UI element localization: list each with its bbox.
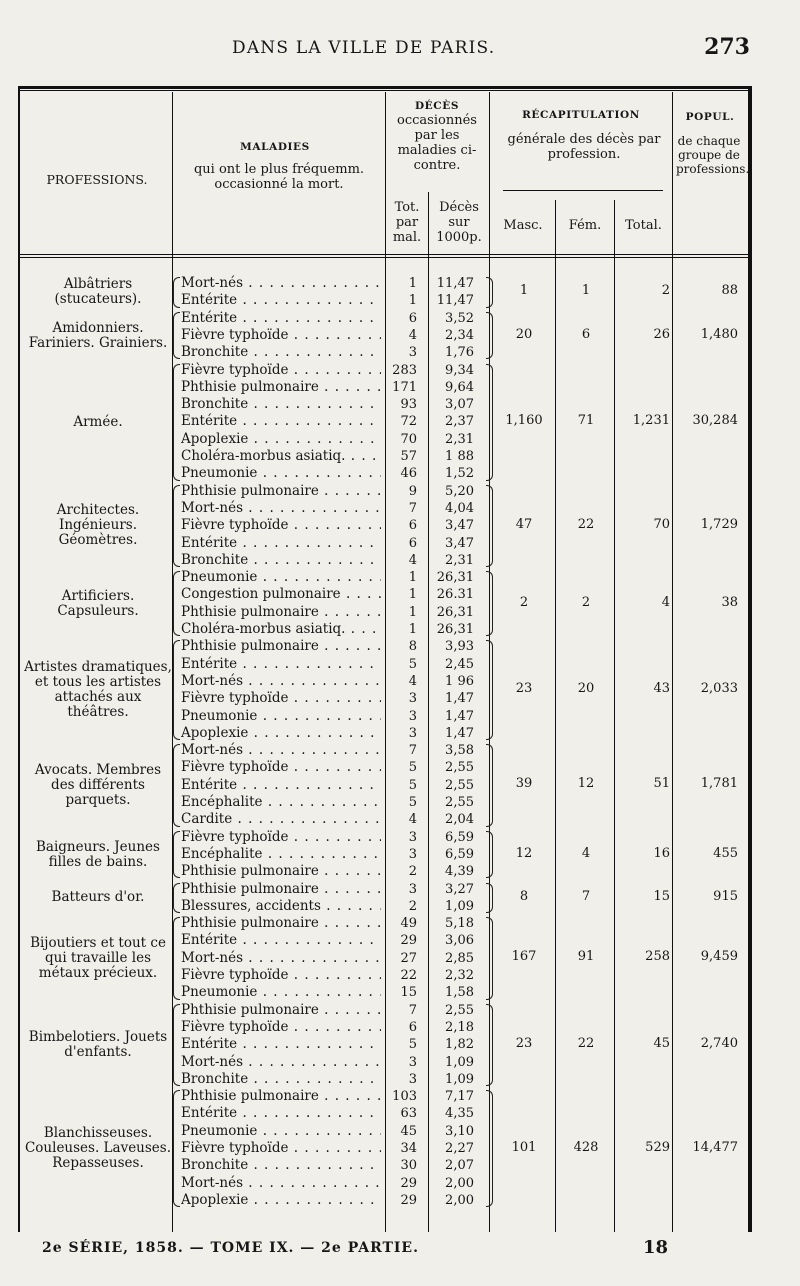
running-title: DANS LA VILLE DE PARIS. [232, 38, 496, 58]
disease-name: Encéphalite . . . [181, 846, 381, 863]
header-total: Total. [625, 218, 662, 233]
disease-rate: 1 88 [445, 449, 474, 464]
disease-total: 1 [408, 276, 417, 291]
profession-cell: Amidonniers. Fariniers. Grainiers. [28, 319, 168, 351]
disease-total: 1 [408, 293, 417, 309]
disease-rate: 1,58 [445, 985, 474, 1001]
recap-masc: 1,160 [505, 413, 543, 429]
disease-row [0, 1019, 800, 1036]
table-frame-double-rule [18, 90, 752, 91]
population: 88 [721, 283, 738, 299]
disease-row [0, 1157, 800, 1174]
disease-row [0, 1002, 800, 1019]
recap-total: 2 [661, 283, 670, 299]
disease-row [0, 794, 800, 811]
disease-total: 30 [400, 1158, 417, 1174]
disease-name: Pneumonie . . . [181, 984, 381, 1001]
disease-total: 171 [392, 379, 417, 395]
disease-rate: 1 96 [445, 673, 474, 689]
disease-name: Entérite . . . [181, 535, 381, 552]
disease-name: Entérite . . . [181, 777, 381, 794]
disease-total: 6 [408, 518, 417, 534]
disease-rate: 26,31 [436, 604, 474, 620]
disease-row [0, 535, 800, 552]
disease-rate: 11,47 [436, 276, 474, 291]
population: 1,729 [700, 516, 738, 532]
page-footer [0, 1237, 800, 1264]
recap-total: 529 [645, 1139, 670, 1155]
population: 2,740 [700, 1035, 738, 1051]
disease-total: 1 [408, 604, 417, 620]
disease-name: Entérite . . . [181, 292, 381, 309]
disease-rate: 4,39 [445, 864, 474, 880]
disease-row [0, 1071, 800, 1088]
disease-total: 1 [408, 622, 417, 637]
disease-rate: 1,09 [445, 1054, 474, 1070]
disease-rate: 1,76 [445, 345, 474, 361]
disease-rate: 3,47 [445, 518, 474, 534]
disease-total: 8 [408, 639, 417, 655]
recap-masc: 2 [519, 594, 529, 610]
disease-rate: 2,34 [445, 327, 474, 343]
disease-rate: 2,07 [445, 1158, 474, 1174]
disease-total: 6 [408, 535, 417, 551]
disease-total: 9 [408, 483, 417, 499]
population: 455 [713, 845, 738, 861]
disease-total: 93 [400, 397, 417, 413]
disease-total: 3 [408, 691, 417, 707]
profession-cell: Batteurs d'or. [51, 889, 145, 906]
disease-name: Phthisie pulmonaire . . . [181, 379, 381, 396]
recap-masc: 20 [515, 326, 533, 342]
disease-total: 2 [408, 898, 417, 914]
footer-series: 2e SÉRIE, 1858. — TOME IX. — 2e PARTIE. [42, 1240, 419, 1256]
header-masc: Masc. [503, 218, 543, 233]
disease-row [0, 310, 800, 327]
disease-rate: 2,31 [445, 552, 474, 568]
disease-total: 4 [408, 327, 417, 343]
recap-total: 70 [653, 516, 670, 532]
disease-name: Entérite . . . [181, 656, 381, 673]
disease-name: Pneumonie . . . [181, 708, 381, 725]
disease-total: 34 [400, 1141, 417, 1156]
footer-signature: 18 [643, 1237, 669, 1258]
header-deces-title: DÉCÈS [414, 100, 460, 112]
disease-rate: 2,00 [445, 1175, 474, 1191]
disease-rate: 3,52 [445, 310, 474, 326]
disease-total: 63 [400, 1106, 417, 1122]
disease-total: 45 [400, 1123, 417, 1139]
profession-cell: Artistes dramatiques, et tous les artistes attachés aux théâtres. [24, 659, 172, 721]
disease-total: 2 [408, 864, 417, 880]
disease-rate: 2,45 [445, 656, 474, 672]
disease-name: Phthisie pulmonaire . . . [181, 1088, 381, 1105]
disease-row [0, 932, 800, 949]
disease-row [0, 915, 800, 932]
disease-row [0, 656, 800, 673]
disease-row [0, 1175, 800, 1192]
disease-total: 5 [408, 656, 417, 672]
disease-rate: 2,55 [445, 795, 474, 810]
header-maladies-title: MALADIES [240, 141, 310, 153]
disease-total: 1 [408, 570, 417, 586]
disease-name: Cardite . . . [181, 811, 381, 828]
disease-row [0, 396, 800, 413]
disease-name: Entérite . . . [181, 1036, 381, 1053]
population: 915 [713, 888, 738, 904]
disease-name: Pneumonie . . . [181, 569, 381, 586]
disease-rate: 2,27 [445, 1141, 474, 1156]
disease-total: 15 [400, 985, 417, 1001]
disease-total: 3 [408, 1054, 417, 1070]
disease-name: Mort-nés . . . [181, 950, 381, 967]
disease-name: Fièvre typhoïde . . . [181, 829, 381, 846]
recap-fem: 7 [581, 888, 591, 904]
profession-cell: Albâtriers (stucateurs). [54, 276, 142, 308]
recap-fem: 91 [577, 949, 595, 965]
disease-rate: 26,31 [436, 570, 474, 586]
disease-rate: 5,20 [445, 483, 474, 499]
profession-cell: Baigneurs. Jeunes filles de bains. [36, 838, 160, 870]
disease-total: 3 [408, 725, 417, 741]
recap-fem: 71 [577, 413, 595, 429]
disease-rate: 26,31 [436, 622, 474, 637]
recap-fem: 12 [577, 776, 595, 792]
population: 30,284 [692, 413, 738, 429]
disease-rate: 2,00 [445, 1192, 474, 1208]
disease-total: 29 [400, 1175, 417, 1191]
disease-total: 3 [408, 881, 417, 897]
disease-row [0, 759, 800, 776]
header-recap-sub: générale des décès par profession. [507, 132, 661, 162]
disease-row [0, 621, 800, 638]
recap-fem: 22 [577, 1035, 595, 1051]
disease-rate: 1,82 [445, 1037, 474, 1053]
disease-row [0, 1192, 800, 1209]
population: 9,459 [700, 949, 738, 965]
recap-total: 26 [653, 326, 670, 342]
disease-total: 49 [400, 916, 417, 932]
disease-rate: 1,09 [445, 898, 474, 914]
disease-row [0, 863, 800, 880]
disease-total: 57 [400, 449, 417, 464]
disease-rate: 1,09 [445, 1071, 474, 1087]
header-recap-title: RÉCAPITULATION [522, 109, 640, 121]
disease-total: 70 [400, 431, 417, 447]
population: 1,781 [700, 776, 738, 792]
running-head [0, 34, 800, 68]
disease-row [0, 725, 800, 742]
disease-name: Fièvre typhoïde . . . [181, 1140, 381, 1157]
disease-name: Phthisie pulmonaire . . . [181, 604, 381, 621]
disease-total: 7 [408, 1002, 417, 1018]
disease-name: Congestion pulmonaire . . . [181, 586, 381, 603]
disease-total: 5 [408, 777, 417, 793]
recap-fem: 1 [581, 283, 591, 299]
recap-fem: 20 [577, 681, 595, 697]
profession-cell: Avocats. Membres des différents parquets. [34, 761, 162, 808]
disease-name: Fièvre typhoïde . . . [181, 327, 381, 344]
disease-row [0, 1054, 800, 1071]
disease-name: Pneumonie . . . [181, 465, 381, 482]
disease-rate: 5,18 [445, 916, 474, 932]
disease-total: 5 [408, 760, 417, 776]
disease-rate: 1,47 [445, 725, 474, 741]
recap-fem: 4 [581, 845, 591, 861]
disease-name: Mort-nés . . . [181, 1054, 381, 1071]
disease-total: 1 [408, 587, 417, 603]
disease-rate: 26.31 [436, 587, 474, 603]
disease-name: Bronchite . . . [181, 396, 381, 413]
disease-name: Apoplexie . . . [181, 431, 381, 448]
disease-name: Choléra-morbus asiatiq. . . . [181, 448, 381, 465]
disease-rate: 3,10 [445, 1123, 474, 1139]
disease-row [0, 465, 800, 482]
disease-rate: 2,18 [445, 1019, 474, 1035]
disease-name: Phthisie pulmonaire . . . [181, 1002, 381, 1019]
disease-total: 4 [408, 673, 417, 689]
disease-rate: 9,34 [445, 362, 474, 378]
disease-total: 6 [408, 310, 417, 326]
recap-total: 258 [645, 949, 670, 965]
disease-name: Fièvre typhoïde . . . [181, 759, 381, 776]
recap-fem: 2 [581, 594, 591, 610]
disease-name: Entérite . . . [181, 932, 381, 949]
disease-name: Entérite . . . [181, 1105, 381, 1122]
profession-cell: Bijoutiers et tout ce qui travaille les métaux précieux. [30, 934, 166, 981]
disease-row [0, 638, 800, 655]
disease-name: Entérite . . . [181, 310, 381, 327]
recap-masc: 47 [515, 516, 533, 532]
header-popul-title: POPUL. [685, 111, 735, 123]
disease-row [0, 829, 800, 846]
disease-total: 4 [408, 552, 417, 568]
disease-row [0, 967, 800, 984]
profession-cell: Blanchisseuses. Couleuses. Laveuses. Repasseuses. [24, 1125, 172, 1172]
disease-name: Phthisie pulmonaire . . . [181, 638, 381, 655]
header-deces-1000: Décès sur 1000p. [436, 200, 482, 245]
disease-rate: 2,55 [445, 760, 474, 776]
disease-rate: 11,47 [436, 293, 474, 309]
disease-total: 22 [400, 968, 417, 983]
recap-masc: 167 [511, 949, 537, 965]
disease-rate: 2,55 [445, 1002, 474, 1018]
disease-total: 4 [408, 812, 417, 828]
disease-rate: 6,59 [445, 846, 474, 862]
disease-name: Apoplexie . . . [181, 1192, 381, 1209]
recap-masc: 101 [511, 1139, 537, 1155]
recap-masc: 12 [515, 845, 533, 861]
recap-masc: 23 [515, 681, 533, 697]
disease-row [0, 483, 800, 500]
disease-name: Fièvre typhoïde . . . [181, 1019, 381, 1036]
disease-rate: 2,32 [445, 968, 474, 983]
population: 14,477 [692, 1139, 738, 1155]
disease-name: Fièvre typhoïde . . . [181, 362, 381, 379]
recap-fem: 6 [581, 326, 591, 342]
disease-total: 29 [400, 933, 417, 949]
disease-total: 3 [408, 829, 417, 845]
disease-row [0, 569, 800, 586]
disease-rate: 3,47 [445, 535, 474, 551]
disease-total: 3 [408, 708, 417, 724]
recap-total: 1,231 [632, 413, 670, 429]
header-professions: PROFESSIONS. [46, 172, 148, 187]
disease-row [0, 344, 800, 361]
header-fem: Fém. [568, 218, 602, 233]
disease-rate: 1,47 [445, 708, 474, 724]
header-bottom-rule-2 [20, 257, 748, 258]
disease-rate: 2,31 [445, 431, 474, 447]
disease-rate: 4,04 [445, 500, 474, 516]
disease-name: Phthisie pulmonaire . . . [181, 863, 381, 880]
recap-masc: 39 [515, 776, 533, 792]
disease-rate: 2,04 [445, 812, 474, 828]
recap-total: 15 [653, 888, 670, 904]
disease-row [0, 552, 800, 569]
disease-rate: 3,93 [445, 639, 474, 655]
header-tot: Tot. par mal. [392, 200, 422, 245]
disease-name: Mort-nés . . . [181, 673, 381, 690]
disease-row [0, 500, 800, 517]
disease-rate: 1,47 [445, 691, 474, 707]
disease-row [0, 1105, 800, 1122]
disease-row [0, 708, 800, 725]
disease-row [0, 379, 800, 396]
disease-total: 283 [392, 362, 417, 378]
disease-name: Phthisie pulmonaire . . . [181, 881, 381, 898]
disease-rate: 7,17 [445, 1089, 474, 1105]
disease-name: Mort-nés . . . [181, 500, 381, 517]
disease-rate: 4,35 [445, 1106, 474, 1122]
header-deces-sub: occasionnés par les maladies ci-contre. [397, 113, 477, 173]
recap-masc: 8 [519, 888, 529, 904]
disease-rate: 2,37 [445, 414, 474, 430]
disease-name: Mort-nés . . . [181, 275, 381, 292]
disease-rate: 9,64 [445, 379, 474, 395]
disease-row [0, 1123, 800, 1140]
population: 38 [721, 594, 738, 610]
disease-name: Choléra-morbus asiatiq. . . . [181, 621, 381, 638]
disease-name: Encéphalite . . . [181, 794, 381, 811]
disease-name: Fièvre typhoïde . . . [181, 517, 381, 534]
profession-cell: Armée. [73, 413, 123, 430]
disease-row [0, 984, 800, 1001]
disease-rate: 3,07 [445, 397, 474, 413]
profession-cell: Bimbelotiers. Jouets d'enfants. [28, 1028, 168, 1060]
recap-fem: 22 [577, 516, 595, 532]
disease-name: Phthisie pulmonaire . . . [181, 915, 381, 932]
disease-name: Bronchite . . . [181, 1157, 381, 1174]
disease-row [0, 1088, 800, 1105]
disease-name: Apoplexie . . . [181, 725, 381, 742]
page-number: 273 [704, 34, 750, 60]
disease-rate: 3,06 [445, 933, 474, 949]
disease-rate: 2,55 [445, 777, 474, 793]
disease-total: 7 [408, 743, 417, 759]
recap-total: 16 [653, 845, 670, 861]
disease-total: 5 [408, 795, 417, 810]
recap-total: 51 [653, 776, 670, 792]
disease-total: 3 [408, 1071, 417, 1087]
profession-cell: Architectes. Ingénieurs. Géomètres. [56, 502, 140, 549]
population: 2,033 [700, 681, 738, 697]
disease-rate: 2,85 [445, 950, 474, 966]
disease-name: Fièvre typhoïde . . . [181, 690, 381, 707]
population: 1,480 [700, 326, 738, 342]
disease-name: Bronchite . . . [181, 552, 381, 569]
disease-row [0, 448, 800, 465]
disease-total: 5 [408, 1037, 417, 1053]
disease-row [0, 811, 800, 828]
recap-total: 43 [653, 681, 670, 697]
disease-rate: 6,59 [445, 829, 474, 845]
disease-name: Mort-nés . . . [181, 742, 381, 759]
header-maladies-sub: qui ont le plus fréquemm. occasionné la mort. [193, 162, 365, 192]
disease-total: 46 [400, 466, 417, 482]
disease-rate: 3,58 [445, 743, 474, 759]
disease-row [0, 742, 800, 759]
disease-name: Mort-nés . . . [181, 1175, 381, 1192]
disease-total: 6 [408, 1019, 417, 1035]
profession-cell: Artificiers. Capsuleurs. [57, 587, 139, 619]
recap-total: 4 [661, 594, 670, 610]
disease-total: 103 [392, 1089, 417, 1105]
recap-brace-rule [503, 190, 663, 191]
recap-total: 45 [653, 1035, 670, 1051]
disease-name: Bronchite . . . [181, 1071, 381, 1088]
disease-total: 7 [408, 500, 417, 516]
header-bottom-rule [20, 254, 748, 255]
disease-name: Bronchite . . . [181, 344, 381, 361]
recap-masc: 23 [515, 1035, 533, 1051]
disease-row [0, 431, 800, 448]
disease-rate: 3,27 [445, 881, 474, 897]
disease-total: 3 [408, 345, 417, 361]
disease-name: Pneumonie . . . [181, 1123, 381, 1140]
disease-total: 3 [408, 846, 417, 862]
disease-row [0, 362, 800, 379]
disease-name: Fièvre typhoïde . . . [181, 967, 381, 984]
header-popul-sub: de chaque groupe de professions. [676, 134, 750, 176]
disease-name: Entérite . . . [181, 413, 381, 430]
disease-total: 29 [400, 1192, 417, 1208]
disease-total: 27 [400, 950, 417, 966]
recap-masc: 1 [519, 283, 529, 299]
disease-name: Phthisie pulmonaire . . . [181, 483, 381, 500]
disease-name: Blessures, accidents . . . [181, 898, 381, 915]
disease-total: 72 [400, 414, 417, 430]
recap-fem: 428 [573, 1139, 599, 1155]
disease-rate: 1,52 [445, 466, 474, 482]
